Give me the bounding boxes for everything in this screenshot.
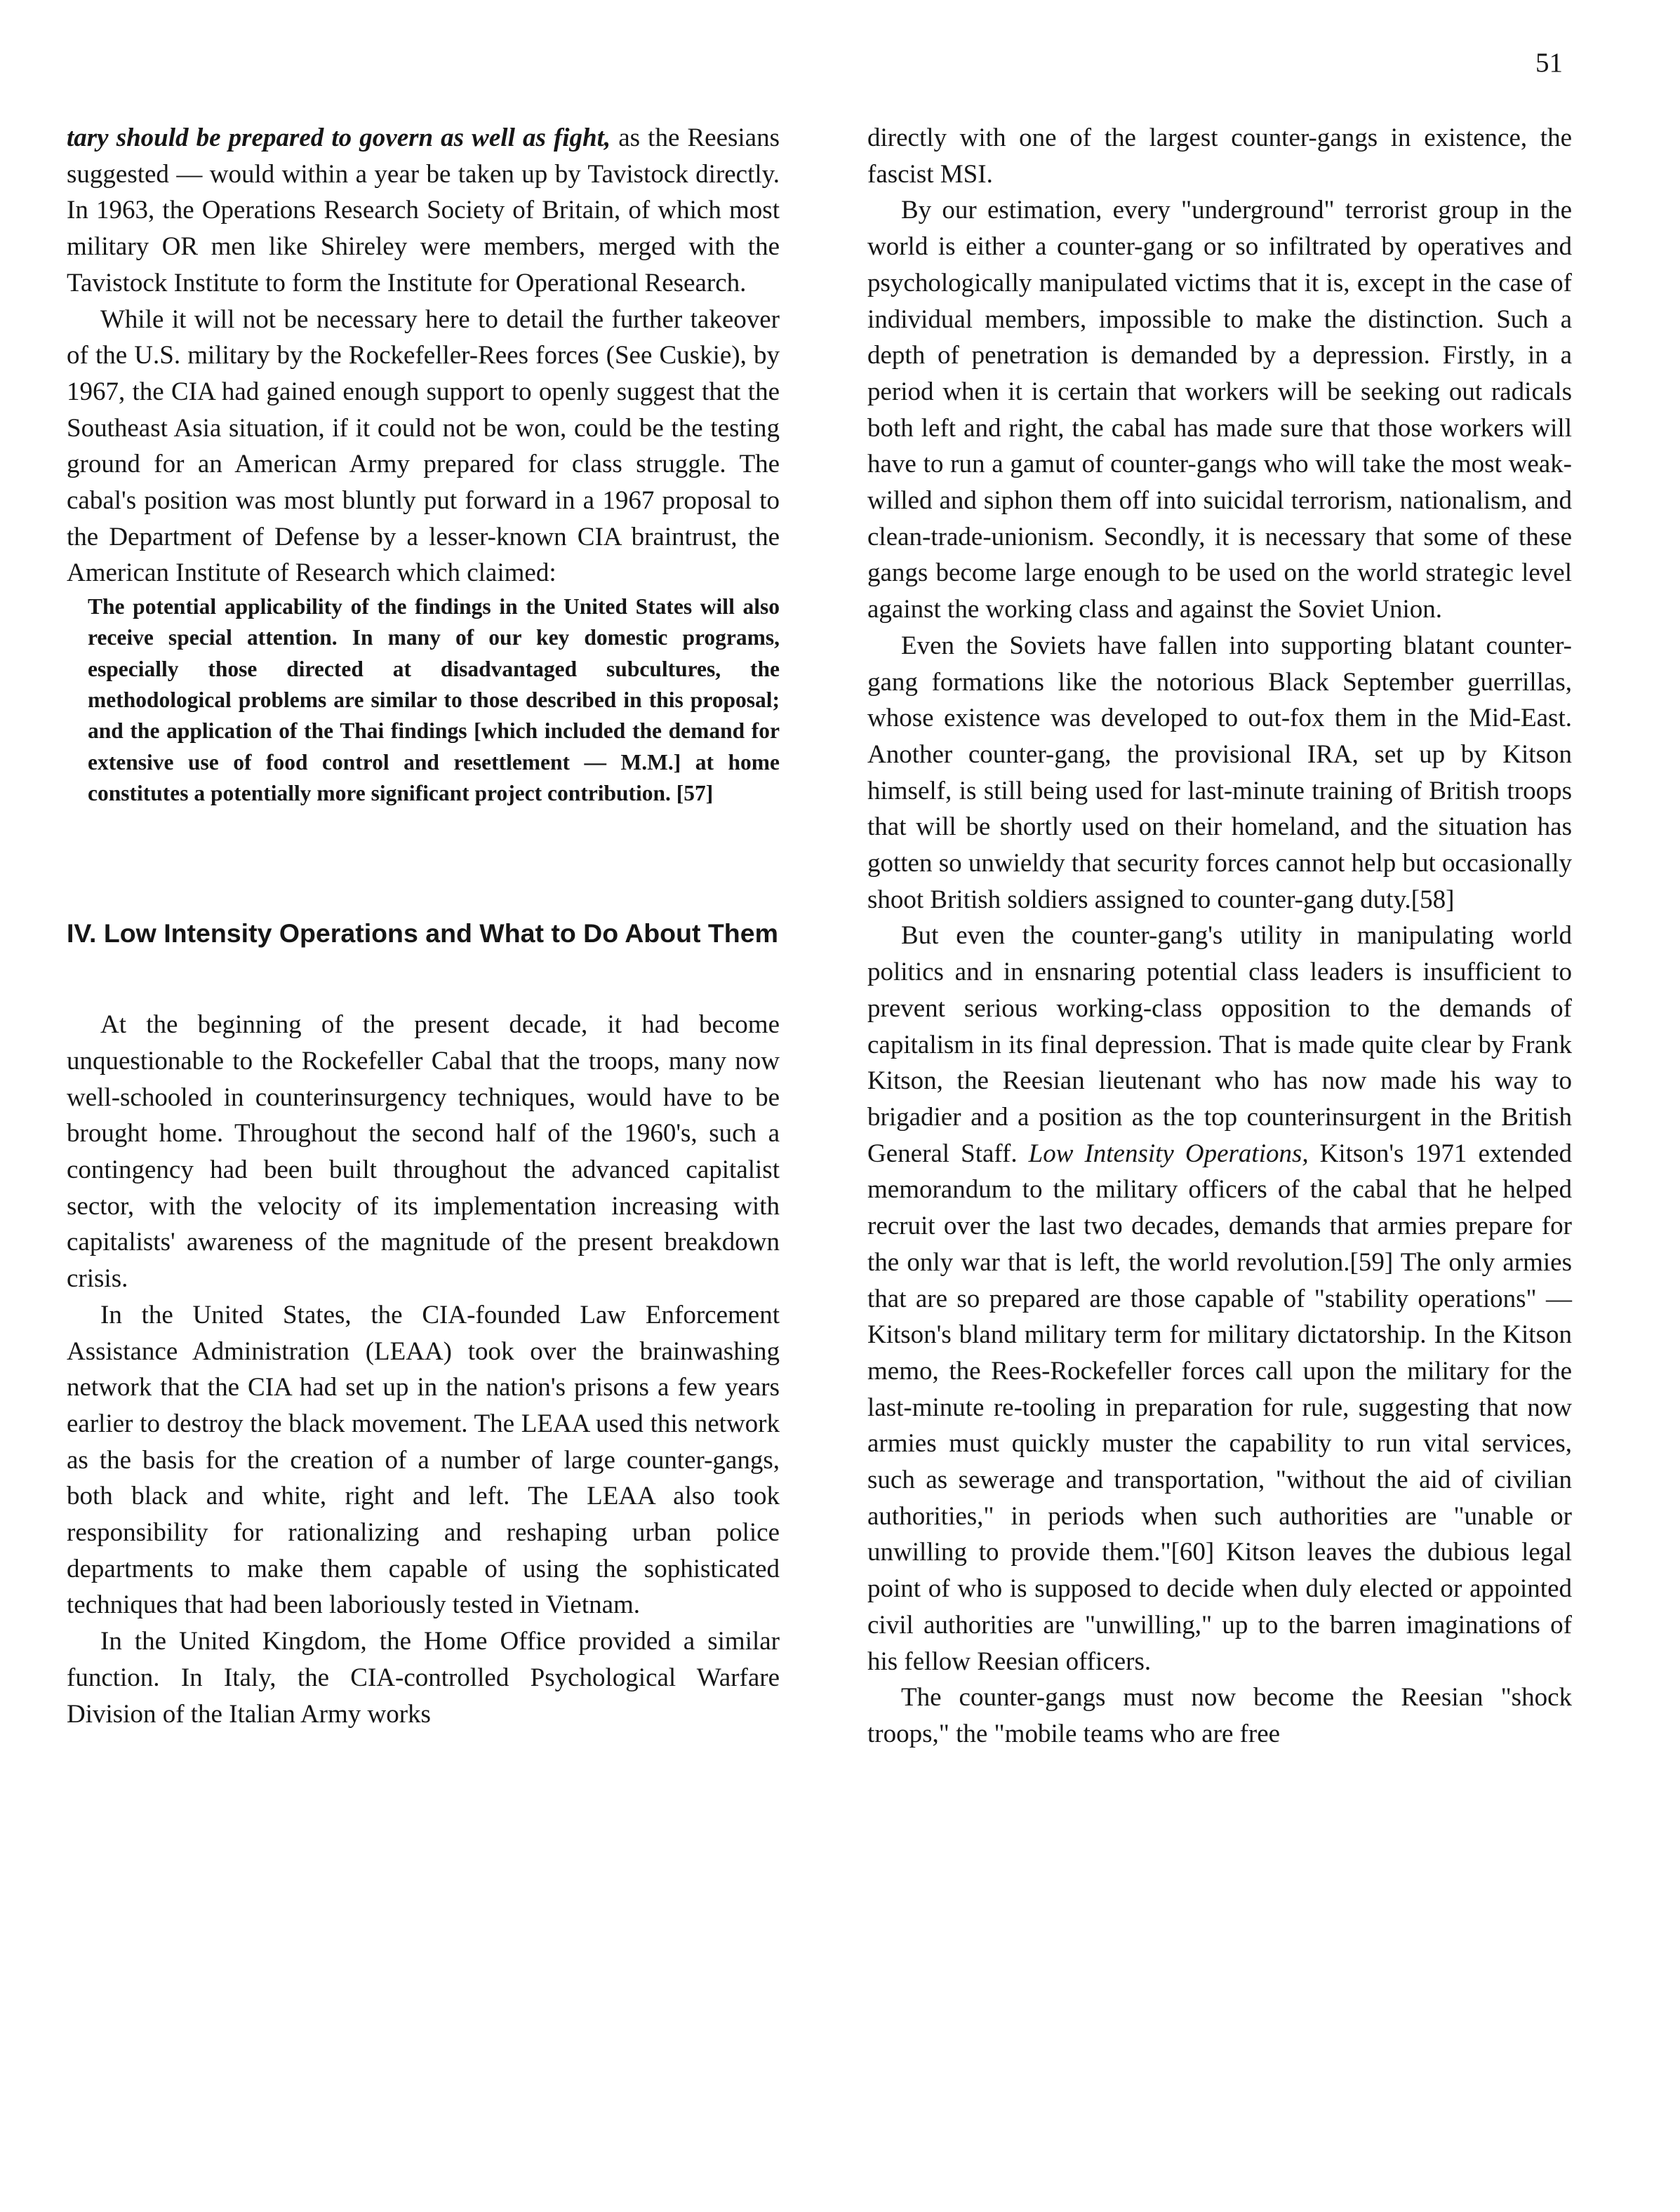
right-column: [867, 120, 1572, 1752]
paragraph-text: Kitson's 1971 extended memorandum to the military officers of the cabal that he helped recruit over the last two decades, demands that armies prepare for the only war that is left, the world revolution.[59] The only armies that are so prepared are those capable of "stability operations" — Kitson's bland military term for military dictatorship. In the Kitson memo, the Rees-Rockefeller forces call upon the military for the last-minute re-tooling in preparation for rule, suggesting that now armies must quickly muster the capability to run vital services, such as sewerage and transportation, "without the aid of civilian authorities," in periods when such authorities are "unable or unwilling to provide them."[60] Kitson leaves the dubious legal point of who is supposed to decide when duly elected or appointed civil authorities are "unwilling," up to the barren imaginations of his fellow Reesian officers.: [867, 1139, 1572, 1676]
italic-lead: tary should be prepared to govern as well as fight,: [67, 123, 611, 152]
paragraph: While it will not be necessary here to detail the further takeover of the U.S. military by the Rockefeller-Rees forces (See Cuskie), by 1967, the CIA had gained enough support to openly suggest that the Southeast Asia situation, if it could not be won, could be the testing ground for an American Army prepared for class struggle. The cabal's position was most bluntly put forward in a 1967 proposal to the Department of Defense by a lesser-known CIA braintrust, the American Institute of Research which claimed:: [67, 304, 780, 588]
paragraph-text: as the Reesians suggested — would within a year be taken up by Tavistock directly. In 1963, the Operations Research Society of Britain, of which most military OR men like Shireley were members, merged with the Tavistock Institute to form the Institute for Operational Research.: [67, 123, 780, 297]
paragraph: In the United States, the CIA-founded Law Enforcement Assistance Administration (LEAA) took over the brainwashing network that the CIA had set up in the nation's prisons a few years earlier to destroy the black movement. The LEAA used this network as the basis for the creation of a number of large counter-gangs, both black and white, right and left. The LEAA also took responsibility for rationalizing and reshaping urban police departments to make them capable of using the sophisticated techniques that had been laboriously tested in Vietnam.: [67, 1300, 780, 1620]
paragraph-text: But even the counter-gang's utility in manipulating world politics and in ensnaring potential class leaders is insufficient to prevent serious working-class opposition to the demands of capitalism in its final depression. That is made quite clear by Frank Kitson, the Reesian lieutenant who has now made his way to brigadier and a position as the top counterinsurgent in the British General Staff.: [867, 921, 1572, 1168]
section-heading: IV. Low Intensity Operations and What to Do About Them: [67, 918, 778, 949]
paragraph-continuation: [67, 120, 780, 302]
paragraph: By our estimation, every "underground" terrorist group in the world is either a counter-gang or so infiltrated by operatives and psychologically manipulated victims that it is, except in the case of individual members, impossible to make the distinction. Such a depth of penetration is demanded by a depression. Firstly, in a period when it is certain that workers will be seeking out radicals both left and right, the cabal has made sure that those workers will have to run a gamut of counter-gangs who will take the most weak-willed and siphon them off into suicidal terrorism, nationalism, and clean-trade-unionism. Secondly, it is necessary that some of these gangs become large enough to be used on the world strategic level against the working class and against the Soviet Union.: [867, 196, 1572, 624]
paragraph-continuation: directly with one of the largest counter-gangs in existence, the fascist MSI.: [867, 123, 1572, 189]
block-quote: The potential applicability of the findings in the United States will also receive special attention. In many of our key domestic programs, especially those directed at disadvantaged subcultures, the methodological problems are similar to those described in this proposal; and the application of the Thai findings [which included the demand for extensive use of food control and resettlement — M.M.] at home constitutes a potentially more significant project contribution. [57]: [88, 594, 780, 805]
paragraph: [867, 918, 1572, 1680]
paragraph: In the United Kingdom, the Home Office provided a similar function. In Italy, the CIA-controlled Psychological Warfare Division of the Italian Army works: [67, 1627, 780, 1729]
paragraph: At the beginning of the present decade, it had become unquestionable to the Rockefeller Cabal that the troops, many now well-schooled in counterinsurgency techniques, would have to be brought home. Throughout the second half of the 1960's, such a contingency had been built throughout the advanced capitalist sector, with the velocity of its implementation increasing with capitalists' awareness of the magnitude of the present breakdown crisis.: [67, 1010, 780, 1294]
book-title: Low Intensity Operations,: [1028, 1139, 1309, 1168]
paragraph: The counter-gangs must now become the Reesian "shock troops," the "mobile teams who are free: [867, 1683, 1572, 1748]
left-column: [67, 120, 780, 1732]
paragraph: Even the Soviets have fallen into supporting blatant counter-gang formations like the notorious Black September guerrillas, whose existence was developed to out-fox them in the Mid-East. Another counter-gang, the provisional IRA, set up by Kitson himself, is still being used for last-minute training of British troops that will be shortly used on their homeland, and the situation has gotten so unwieldy that security forces cannot help but occasionally shoot British soldiers assigned to counter-gang duty.[58]: [867, 631, 1572, 914]
page-number: 51: [1535, 48, 1563, 78]
